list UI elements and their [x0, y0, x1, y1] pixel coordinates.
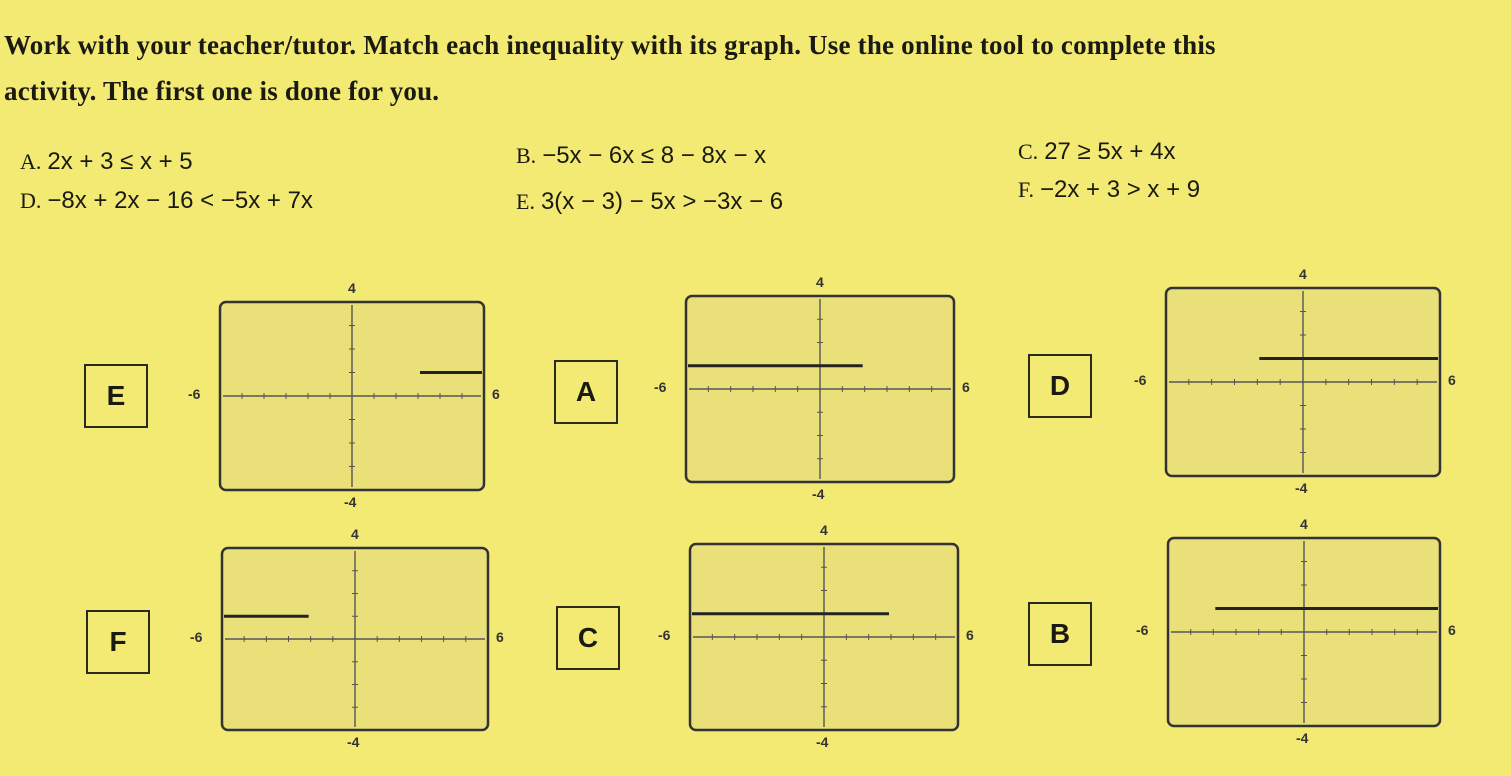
graph-screen — [686, 296, 954, 482]
y-min-label: -4 — [816, 734, 829, 750]
answer-box-2[interactable] — [554, 360, 618, 424]
inequality-text: −2x + 3 > x + 9 — [1039, 176, 1201, 203]
y-max-label: 4 — [1299, 266, 1307, 282]
y-max-label: 4 — [1300, 516, 1308, 532]
y-max-label: 4 — [820, 522, 828, 538]
y-max-label: 4 — [816, 274, 824, 290]
inequality-text: −8x + 2x − 16 < −5x + 7x — [47, 187, 313, 214]
graph-6 — [1136, 516, 1456, 746]
x-max-label: 6 — [496, 629, 504, 645]
y-min-label: -4 — [1295, 480, 1308, 496]
inequality-letter: F. — [1018, 177, 1034, 202]
graph-3 — [1134, 266, 1456, 496]
graph-screen — [1166, 288, 1440, 476]
graph-4 — [190, 526, 504, 750]
inequality-a — [20, 148, 193, 176]
inequality-text: 3(x − 3) − 5x > −3x − 6 — [540, 188, 784, 215]
inequality-letter: B. — [516, 143, 537, 168]
graph-screen — [220, 302, 484, 490]
answer-letter: F — [109, 626, 127, 657]
y-max-label: 4 — [348, 280, 356, 296]
x-min-label: -6 — [658, 627, 671, 643]
answer-letter: A — [575, 376, 597, 407]
inequality-text: 2x + 3 ≤ x + 5 — [47, 148, 193, 175]
x-max-label: 6 — [962, 379, 970, 395]
x-max-label: 6 — [1448, 622, 1456, 638]
instructions-line-1: Work with your teacher/tutor. Match each inequality with its graph. Use the online tool to complete this — [4, 30, 1216, 60]
y-min-label: -4 — [347, 734, 360, 750]
inequality-letter: A. — [20, 149, 42, 174]
x-min-label: -6 — [1136, 622, 1149, 638]
y-min-label: -4 — [1296, 730, 1309, 746]
answer-box-5[interactable] — [556, 606, 620, 670]
y-min-label: -4 — [344, 494, 357, 510]
x-max-label: 6 — [1448, 372, 1456, 388]
instructions-line-2: activity. The first one is done for you. — [4, 76, 440, 106]
answer-letter: C — [577, 622, 599, 653]
x-min-label: -6 — [190, 629, 203, 645]
answer-letter: D — [1049, 370, 1071, 401]
y-max-label: 4 — [351, 526, 359, 542]
answer-box-1[interactable] — [84, 364, 148, 428]
y-min-label: -4 — [812, 486, 825, 502]
graph-screen — [690, 544, 958, 730]
inequality-text: −5x − 6x ≤ 8 − 8x − x — [542, 142, 767, 169]
x-max-label: 6 — [492, 386, 500, 402]
inequality-d — [20, 187, 313, 215]
answer-box-4[interactable] — [86, 610, 150, 674]
answer-box-6[interactable] — [1028, 602, 1092, 666]
inequality-c — [1018, 138, 1175, 166]
inequality-letter: C. — [1018, 139, 1039, 164]
answer-box-3[interactable] — [1028, 354, 1092, 418]
x-min-label: -6 — [188, 386, 201, 402]
inequality-e — [516, 188, 783, 216]
inequality-letter: E. — [516, 189, 535, 214]
x-min-label: -6 — [1134, 372, 1147, 388]
inequality-f — [1018, 176, 1200, 204]
graph-2 — [654, 274, 970, 502]
instructions — [4, 22, 1494, 114]
inequality-b — [516, 142, 766, 170]
graph-screen — [1168, 538, 1440, 726]
graph-5 — [658, 522, 974, 750]
answer-letter: B — [1049, 618, 1071, 649]
answer-letter: E — [106, 380, 126, 411]
inequality-text: 27 ≥ 5x + 4x — [1044, 138, 1176, 165]
graph-screen — [222, 548, 488, 730]
inequality-letter: D. — [20, 188, 42, 213]
x-min-label: -6 — [654, 379, 667, 395]
graph-1 — [188, 280, 500, 510]
x-max-label: 6 — [966, 627, 974, 643]
